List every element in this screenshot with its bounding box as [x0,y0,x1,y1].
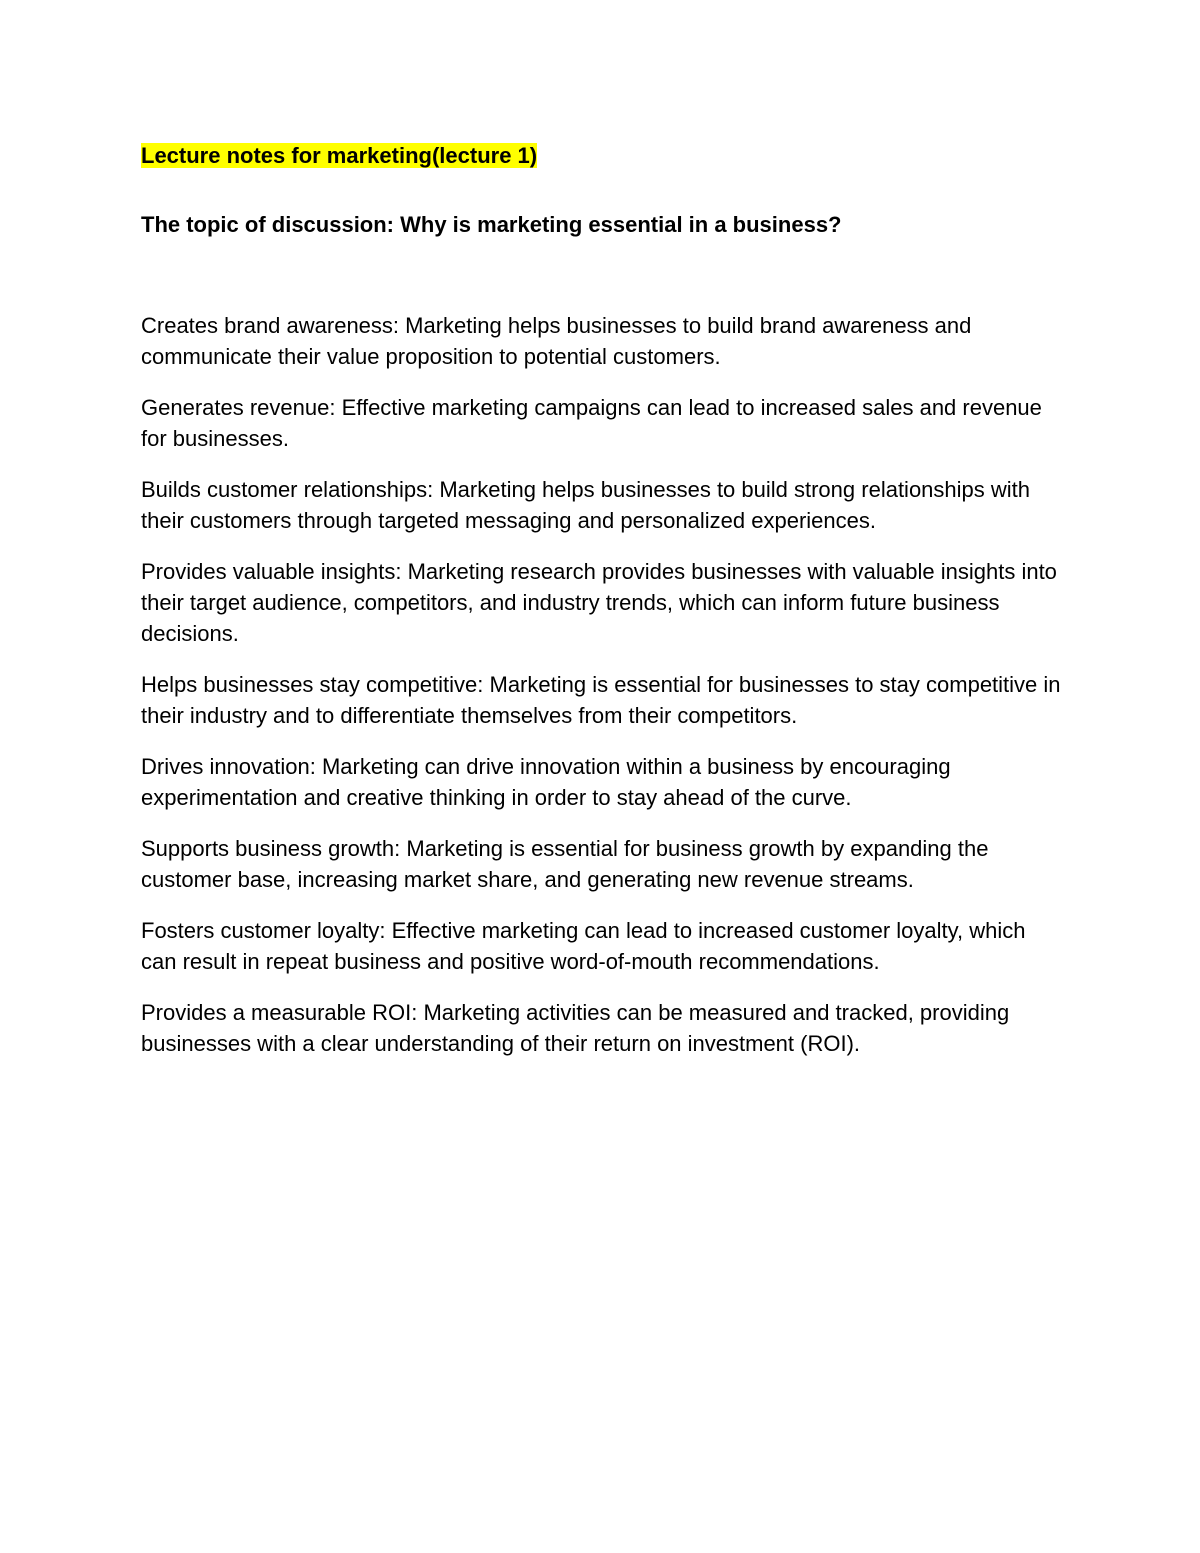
point-paragraph: Supports business growth: Marketing is essential for business growth by expanding the customer base, increasing market share, and generating new revenue streams. [141,836,989,892]
point-paragraph: Helps businesses stay competitive: Marketing is essential for businesses to stay competitive in their industry and to differentiate themselves from their competitors. [141,672,1061,728]
point-paragraph: Drives innovation: Marketing can drive innovation within a business by encouraging experimentation and creative thinking in order to stay ahead of the curve. [141,754,951,810]
document-title [141,140,1061,172]
point-paragraph: Provides a measurable ROI: Marketing activities can be measured and tracked, providing businesses with a clear understanding of their return on investment (ROI). [141,1000,1010,1056]
document-body [141,140,1061,1079]
discussion-topic: The topic of discussion: Why is marketing essential in a business? [141,212,842,237]
points-list [141,310,1061,1059]
point-paragraph: Provides valuable insights: Marketing research provides businesses with valuable insights into their target audience, competitors, and industry trends, which can inform future business decisions. [141,559,1057,646]
point-paragraph: Builds customer relationships: Marketing helps businesses to build strong relationships with their customers through targeted messaging and personalized experiences. [141,477,1031,533]
highlighted-title-text: Lecture notes for marketing(lecture 1) [141,143,538,168]
point-paragraph: Fosters customer loyalty: Effective marketing can lead to increased customer loyalty, which can result in repeat business and positive word-of-mouth recommendations. [141,918,1026,974]
point-paragraph: Generates revenue: Effective marketing campaigns can lead to increased sales and revenue for businesses. [141,395,1042,451]
point-paragraph: Creates brand awareness: Marketing helps businesses to build brand awareness and communicate their value proposition to potential customers. [141,313,972,369]
